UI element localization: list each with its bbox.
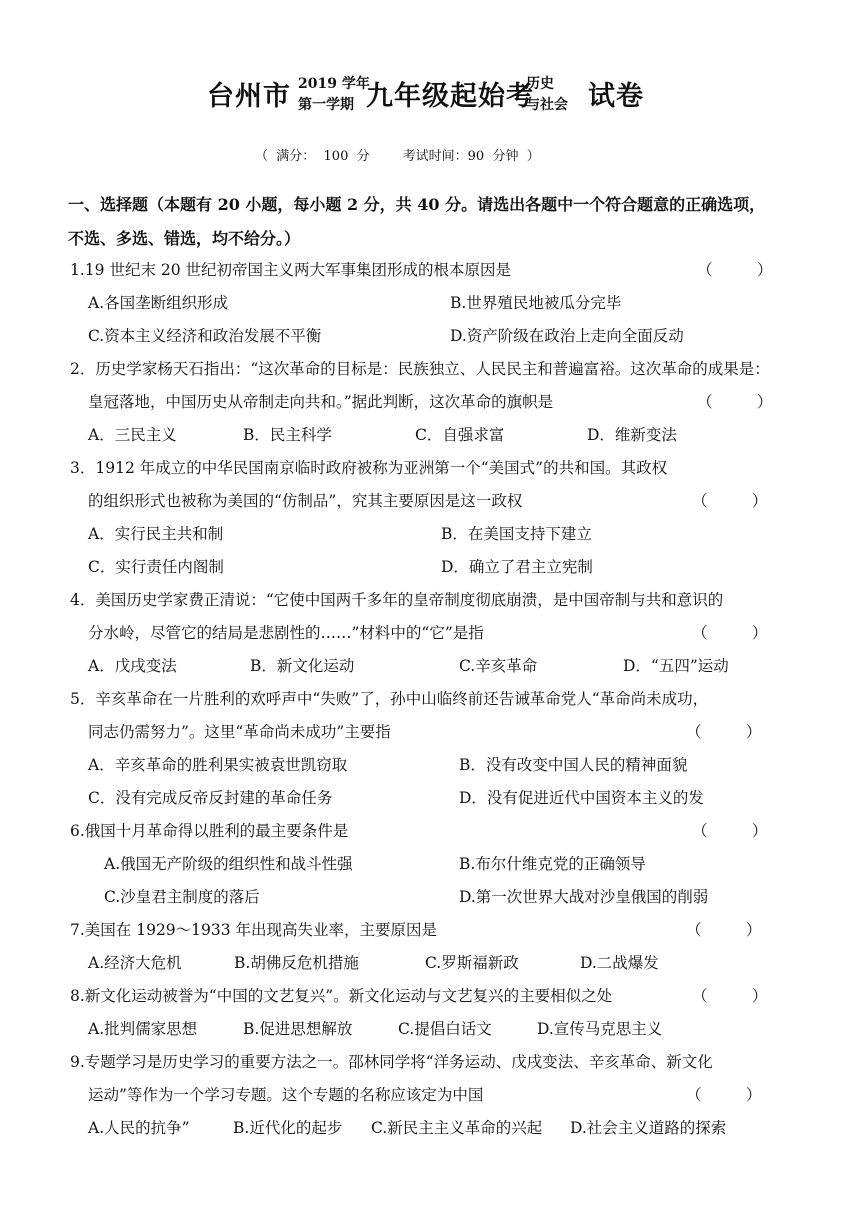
q1-option-d: D.资产阶级在政治上走向全面反动 <box>450 327 684 345</box>
q7-option-b: B.胡佛反危机措施 <box>234 954 359 972</box>
q9-option-a: A.人民的抗争” <box>88 1119 190 1137</box>
question-1-stem: 1.19 世纪末 20 世纪初帝国主义两大军事集团形成的根本原因是 <box>70 261 512 279</box>
question-5-stem-line1: 5．辛亥革命在一片胜利的欢呼声中“失败”了，孙中山临终前还告诫革命党人“革命尚未成功， <box>70 690 709 708</box>
q2-option-c: C．自强求富 <box>415 426 505 444</box>
answer-blank-7: （ ） <box>686 921 762 939</box>
q4-option-a: A．戊戌变法 <box>88 657 177 675</box>
q6-option-d: D.第一次世界大战对沙皇俄国的削弱 <box>459 888 709 906</box>
exam-title <box>0 72 860 122</box>
q6-option-a: A.俄国无产阶级的组织性和战斗性强 <box>104 855 353 873</box>
answer-blank-2: （ ） <box>697 393 773 411</box>
question-4-stem-line2: 分水岭，尽管它的结局是悲剧性的……”材料中的“它”是指 <box>88 624 484 642</box>
answer-blank-9: （ ） <box>686 1086 762 1104</box>
section-heading-line1: 一、选择题（本题有 20 小题，每小题 2 分，共 40 分。请选出各题中一个符合题意的正确选项， <box>68 195 766 214</box>
q7-option-d: D.二战爆发 <box>580 954 659 972</box>
q6-option-c: C.沙皇君主制度的落后 <box>104 888 260 906</box>
answer-blank-3: （ ） <box>692 492 768 510</box>
title-subject-top: 历史 <box>526 76 554 92</box>
q2-option-b: B．民主科学 <box>243 426 332 444</box>
title-year-bottom: 第一学期 <box>298 97 354 113</box>
question-2-stem-line1: 2．历史学家杨天石指出：“这次革命的目标是：民族独立、人民民主和普遍富裕。这次革命的成果是： <box>70 360 770 378</box>
answer-blank-1: （ ） <box>697 261 773 279</box>
q5-option-c: C．没有完成反帝反封建的革命任务 <box>88 789 333 807</box>
question-7-stem: 7.美国在 1929～1933 年出现高失业率，主要原因是 <box>70 921 438 939</box>
question-2-stem-line2: 皇冠落地，中国历史从帝制走向共和。”据此判断，这次革命的旗帜是 <box>88 393 554 411</box>
question-9-stem-line2: 运动”等作为一个学习专题。这个专题的名称应该定为中国 <box>88 1086 484 1104</box>
title-paper: 试卷 <box>588 81 644 112</box>
q3-option-b: B．在美国支持下建立 <box>441 525 592 543</box>
q1-option-a: A.各国垄断组织形成 <box>88 294 229 312</box>
question-5-stem-line2: 同志仍需努力”。这里“革命尚未成功”主要指 <box>88 723 391 741</box>
q8-option-a: A.批判儒家思想 <box>88 1020 198 1038</box>
q9-option-d: D.社会主义道路的探索 <box>570 1119 727 1137</box>
question-3-stem-line1: 3．1912 年成立的中华民国南京临时政府被称为亚洲第一个“美国式”的共和国。其政权 <box>70 459 668 477</box>
q8-option-d: D.宣传马克思主义 <box>537 1020 663 1038</box>
answer-blank-4: （ ） <box>692 624 768 642</box>
q3-option-a: A．实行民主共和制 <box>88 525 224 543</box>
answer-blank-8: （ ） <box>692 987 768 1005</box>
q1-option-c: C.资本主义经济和政治发展不平衡 <box>88 327 322 345</box>
q8-option-c: C.提倡白话文 <box>398 1020 492 1038</box>
q8-option-b: B.促进思想解放 <box>243 1020 353 1038</box>
question-6-stem: 6.俄国十月革命得以胜利的最主要条件是 <box>70 822 349 840</box>
q7-option-a: A.经济大危机 <box>88 954 182 972</box>
q7-option-c: C.罗斯福新政 <box>425 954 519 972</box>
q9-option-c: C.新民主主义革命的兴起 <box>371 1119 543 1137</box>
q5-option-a: A．辛亥革命的胜利果实被袁世凯窃取 <box>88 756 348 774</box>
q9-option-b: B.近代化的起步 <box>233 1119 343 1137</box>
answer-blank-6: （ ） <box>692 822 768 840</box>
question-8-stem: 8.新文化运动被誉为“中国的文艺复兴”。新文化运动与文艺复兴的主要相似之处 <box>70 987 613 1005</box>
q4-option-c: C.辛亥革命 <box>459 657 538 675</box>
question-3-stem-line2: 的组织形式也被称为美国的“仿制品”，究其主要原因是这一政权 <box>88 492 523 510</box>
q6-option-b: B.布尔什维克党的正确领导 <box>459 855 646 873</box>
q5-option-b: B．没有改变中国人民的精神面貌 <box>459 756 688 774</box>
q4-option-b: B．新文化运动 <box>250 657 355 675</box>
q3-option-d: D．确立了君主立宪制 <box>441 558 593 576</box>
question-4-stem-line1: 4．美国历史学家费正清说：“它使中国两千多年的皇帝制度彻底崩溃，是中国帝制与共和意识的 <box>70 591 724 609</box>
q3-option-c: C．实行责任内阁制 <box>88 558 224 576</box>
title-city: 台州市 <box>207 81 291 112</box>
q2-option-a: A．三民主义 <box>88 426 177 444</box>
title-year-top: 2019 学年 <box>298 76 370 92</box>
section-heading-line2: 不选、多选、错选，均不给分。） <box>68 229 301 248</box>
q1-option-b: B.世界殖民地被瓜分完毕 <box>450 294 622 312</box>
question-9-stem-line1: 9.专题学习是历史学习的重要方法之一。邵林同学将“洋务运动、戊戌变法、辛亥革命、新文化 <box>70 1053 713 1071</box>
q5-option-d: D．没有促进近代中国资本主义的发 <box>459 789 704 807</box>
title-subject-bottom: 与社会 <box>526 97 568 113</box>
exam-info: （ 满分： 100 分 考试时间：90 分钟 ） <box>255 149 540 164</box>
title-grade: 九年级起始考 <box>366 81 534 112</box>
q2-option-d: D．维新变法 <box>587 426 677 444</box>
answer-blank-5: （ ） <box>686 723 762 741</box>
q4-option-d: D．“五四”运动 <box>623 657 729 675</box>
